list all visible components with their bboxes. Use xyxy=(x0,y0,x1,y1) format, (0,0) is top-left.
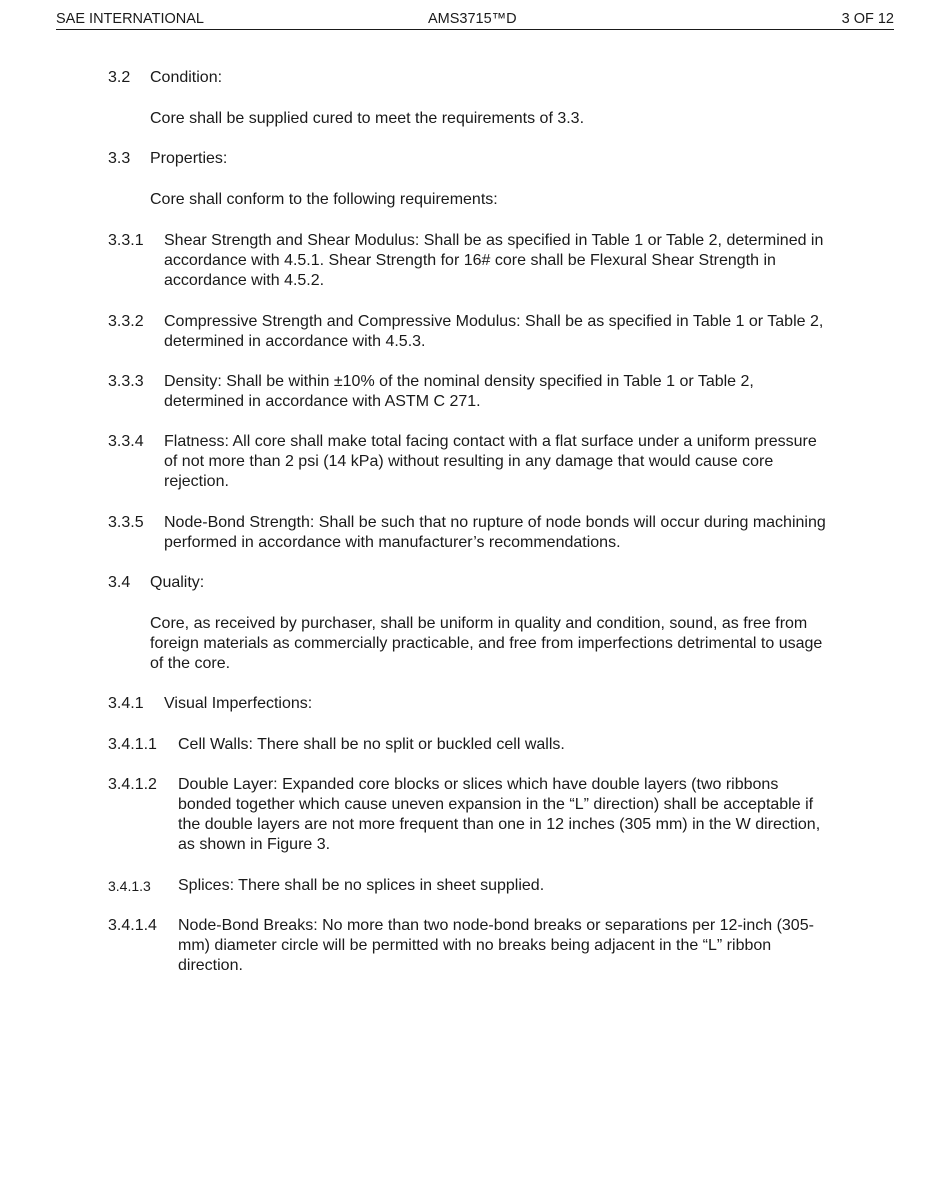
section-number: 3.4.1 xyxy=(108,695,144,712)
section-line: Compressive Strength and Compressive Modulus: Shall be as specified in Table 1 or Table 2, xyxy=(164,313,824,330)
section-line: the double layers are not more frequent than one in 12 inches (305 mm) in the W direction, xyxy=(178,816,821,833)
section-line: Node-Bond Strength: Shall be such that no rupture of node bonds will occur during machining xyxy=(164,514,826,531)
section-number: 3.3.3 xyxy=(108,373,144,390)
section-number: 3.3.5 xyxy=(108,514,144,531)
section-number: 3.4.1.3 xyxy=(108,878,151,894)
section-number: 3.3 xyxy=(108,150,131,167)
section-number: 3.4.1.1 xyxy=(108,736,157,753)
section-line: Density: Shall be within ±10% of the nominal density specified in Table 1 or Table 2, xyxy=(164,373,754,390)
section-line: mm) diameter circle will be permitted with no breaks being adjacent in the “L” ribbon xyxy=(178,937,772,954)
section-line: determined in accordance with 4.5.3. xyxy=(164,333,426,350)
section-body-line: Core shall conform to the following requirements: xyxy=(150,191,498,208)
section-line: Double Layer: Expanded core blocks or slices which have double layers (two ribbons xyxy=(178,776,779,793)
section-title: Properties: xyxy=(150,150,228,167)
section-line: rejection. xyxy=(164,473,229,490)
section-body-line: Core, as received by purchaser, shall be uniform in quality and condition, sound, as free from xyxy=(150,615,808,632)
header-document-id: AMS3715™D xyxy=(428,11,517,27)
section-title: Condition: xyxy=(150,69,223,86)
section-line: Flatness: All core shall make total facing contact with a flat surface under a uniform pressure xyxy=(164,433,817,450)
header-page-number: 3 OF 12 xyxy=(841,11,894,27)
section-line: accordance with 4.5.1. Shear Strength for 16# core shall be Flexural Shear Strength in xyxy=(164,252,776,269)
section-line: determined in accordance with ASTM C 271. xyxy=(164,393,481,410)
section-line: Shear Strength and Shear Modulus: Shall be as specified in Table 1 or Table 2, determined in xyxy=(164,232,824,249)
section-number: 3.4 xyxy=(108,574,131,591)
section-line: accordance with 4.5.2. xyxy=(164,272,325,289)
page-header xyxy=(56,9,894,30)
section-number: 3.4.1.2 xyxy=(108,776,157,793)
section-title: Visual Imperfections: xyxy=(164,695,313,712)
section-line: performed in accordance with manufacturer’s recommendations. xyxy=(164,534,621,551)
section-number: 3.4.1.4 xyxy=(108,917,157,934)
section-line: Node-Bond Breaks: No more than two node-bond breaks or separations per 12-inch (305- xyxy=(178,917,814,934)
section-number: 3.2 xyxy=(108,69,131,86)
header-organization: SAE INTERNATIONAL xyxy=(56,11,204,27)
section-line: of not more than 2 psi (14 kPa) without resulting in any damage that would cause core xyxy=(164,453,774,470)
section-title: Quality: xyxy=(150,574,205,591)
section-number: 3.3.2 xyxy=(108,313,144,330)
section-body-line: Core shall be supplied cured to meet the requirements of 3.3. xyxy=(150,110,585,127)
section-line: Splices: There shall be no splices in sheet supplied. xyxy=(178,877,545,894)
section-body-line: of the core. xyxy=(150,655,231,672)
section-number: 3.3.4 xyxy=(108,433,144,450)
section-line: Cell Walls: There shall be no split or buckled cell walls. xyxy=(178,736,565,753)
section-body-line: foreign materials as commercially practicable, and free from imperfections detrimental to usage xyxy=(150,635,823,652)
section-number: 3.3.1 xyxy=(108,232,144,249)
section-line: as shown in Figure 3. xyxy=(178,836,331,853)
section-line: direction. xyxy=(178,957,243,974)
section-line: bonded together which cause uneven expansion in the “L” direction) shall be acceptable if xyxy=(178,796,814,813)
